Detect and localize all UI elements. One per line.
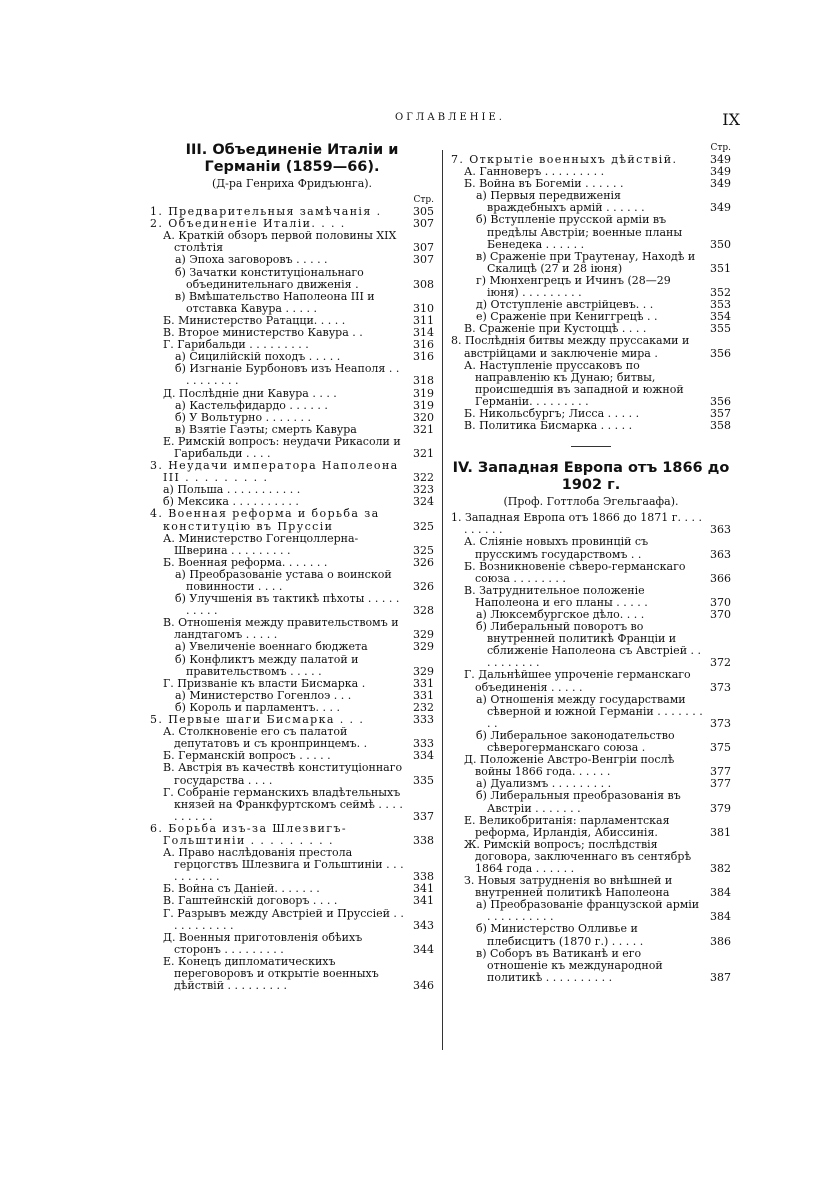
- toc-entry-page: 308: [413, 277, 434, 291]
- toc-entry-page: 337: [413, 809, 434, 823]
- toc-entry-title: Г. Дальнѣйшее упроченiе германскаго объединенiя . . . . .: [464, 668, 691, 694]
- toc-entry-page: 370: [710, 595, 731, 609]
- column-divider: [442, 150, 443, 1050]
- toc-entry-title: В. Австрiя въ качествѣ конституцiоннаго государства . . . .: [163, 761, 403, 787]
- toc-entry-title: Ж. Римскiй вопросъ; послѣдствiя договора, заключеннаго въ сентябрѣ 1864 года . . . . . .: [464, 837, 692, 875]
- toc-entry: [150, 617, 434, 641]
- toc-entry-page: 344: [413, 942, 434, 956]
- toc-entry-page: 328: [413, 604, 434, 618]
- toc-entry-page: 314: [413, 326, 434, 340]
- running-title: ОГЛАВЛЕНIЕ.: [395, 112, 505, 123]
- toc-entry-title: В. Сраженiе при Кустоццѣ . . . .: [464, 322, 647, 336]
- toc-entry-title: Б. Возникновенiе сѣверо-германскаго союза . . . . . . . .: [464, 559, 686, 585]
- toc-entry: [150, 363, 434, 387]
- toc-entry-page: 370: [710, 608, 731, 621]
- page-number: IX: [722, 110, 740, 129]
- toc-entry-page: 358: [710, 419, 731, 433]
- toc-entry-title: Г. Собранiе германскихъ владѣтельныхъ князей на Франкфуртскомъ сеймѣ . . . . . . . . . .: [163, 785, 403, 823]
- toc-entry-title: а) Кастельфидардо . . . . . .: [175, 398, 328, 412]
- toc-entry-title: Д. Военныя приготовленiя обѣихъ сторонъ . . . . . . . . .: [163, 930, 363, 956]
- toc-entry-page: 333: [413, 737, 434, 751]
- toc-entry: [150, 436, 434, 460]
- toc-entry: [150, 254, 434, 266]
- toc-entry-title: А. Слiянiе новыхъ провинцiй съ прусскимъ государствомъ . .: [464, 535, 649, 561]
- toc-entry-title: г) Мюнхенгрецъ и Ичинъ (28—29 iюня) . . . . . . . . .: [476, 273, 671, 300]
- toc-entry-title: б) Конфликтъ между палатой и правительствомъ . . . . .: [175, 652, 359, 678]
- toc-entry-title: б) У Вольтурно . . . . . . .: [175, 410, 312, 424]
- toc-entry-title: Б. Германскiй вопросъ . . . . .: [163, 749, 331, 763]
- toc-entry-list: [451, 154, 731, 432]
- toc-entry-page: 343: [413, 918, 434, 932]
- toc-entry-page: 338: [413, 870, 434, 884]
- toc-entry: [451, 694, 731, 730]
- toc-entry-title: 2. Объединенiе Италiи. . . .: [150, 217, 346, 231]
- toc-entry-page: 353: [710, 298, 731, 312]
- toc-right-column: [451, 142, 731, 984]
- toc-entry-page: 354: [710, 310, 731, 324]
- toc-entry-page: 326: [413, 555, 434, 569]
- toc-entry-title: З. Новыя затрудненiя во внѣшней и внутренней политикѣ Наполеона: [464, 874, 673, 900]
- toc-entry-page: 363: [710, 547, 731, 561]
- toc-entry-page: 349: [710, 177, 731, 191]
- toc-entry: [150, 508, 434, 532]
- toc-entry: [150, 533, 434, 557]
- toc-entry-page: 307: [413, 241, 434, 255]
- toc-entry-page: 319: [413, 398, 434, 412]
- toc-entry: [150, 847, 434, 883]
- toc-entry-page: 305: [413, 205, 434, 219]
- toc-entry-title: Е. Конецъ дипломатическихъ переговоровъ и открытiе военныхъ дѣйствiй . . . . . . . . .: [163, 954, 379, 993]
- toc-entry-page: 338: [413, 833, 434, 847]
- toc-entry-title: 5. Первые шаги Бисмарка . . .: [150, 713, 365, 727]
- toc-entry-page: 318: [413, 374, 434, 388]
- toc-entry-page: 373: [710, 680, 731, 694]
- toc-entry-page: 310: [413, 301, 434, 315]
- toc-entry-page: 341: [413, 882, 434, 896]
- toc-entry: [451, 214, 731, 250]
- toc-entry-page: 355: [710, 322, 731, 336]
- toc-entry-page: 341: [413, 894, 434, 908]
- toc-entry-page: 334: [413, 749, 434, 763]
- toc-entry-title: б) Либеральный поворотъ во внутренней политикѣ Францiи и сближенiе Наполеона съ Австрiей . . . . . . . . . .: [476, 620, 702, 670]
- toc-entry-page: 325: [413, 543, 434, 557]
- toc-entry: [150, 291, 434, 315]
- toc-entry: [150, 762, 434, 786]
- toc-entry-page: 329: [413, 664, 434, 678]
- toc-entry: [150, 230, 434, 254]
- toc-entry-title: В. Отношенiя между правительствомъ и ландтагомъ . . . . .: [163, 616, 399, 642]
- toc-entry: [451, 899, 731, 923]
- toc-entry-title: а) Преобразованiе французской армiи . . . . . . . . . .: [476, 898, 700, 924]
- toc-entry-page: 324: [413, 495, 434, 509]
- toc-entry-page: 346: [413, 979, 434, 993]
- toc-entry-title: Г. Призванiе къ власти Бисмарка .: [163, 676, 366, 690]
- toc-entry-title: В. Затруднительное положенiе Наполеона и его планы . . . . .: [464, 583, 648, 609]
- toc-entry-page: 363: [710, 523, 731, 537]
- toc-entry-page: 321: [413, 422, 434, 436]
- toc-entry-page: 382: [710, 861, 731, 875]
- toc-entry: [451, 512, 731, 536]
- toc-entry-title: а) Люксембургское дѣло. . . .: [476, 608, 645, 621]
- toc-entry-page: 311: [413, 313, 434, 327]
- toc-entry-title: б) Зачатки конституцiональнаго объединительнаго движенiя .: [175, 265, 364, 291]
- toc-entry: [451, 669, 731, 693]
- toc-entry: [451, 561, 731, 585]
- toc-entry: [451, 948, 731, 984]
- toc-entry-title: Д. Положенiе Австро-Венгрiи послѣ войны 1866 года. . . . . .: [464, 753, 675, 779]
- toc-entry: [451, 585, 731, 609]
- toc-entry-title: б) Мексика . . . . . . . . . .: [163, 495, 299, 509]
- toc-entry: [150, 932, 434, 956]
- toc-entry-page: 356: [710, 346, 731, 360]
- toc-entry-title: 4. Военная реформа и борьба за конституцiю въ Пруссiи: [150, 507, 380, 533]
- toc-entry: [451, 360, 731, 408]
- toc-entry-title: Е. Римскiй вопросъ: неудачи Рикасоли и Гарибальди . . . .: [163, 434, 401, 460]
- toc-entry: [451, 251, 731, 275]
- toc-entry-page: 373: [710, 716, 731, 730]
- toc-entry: [150, 787, 434, 823]
- toc-entry-title: Б. Война въ Богемiи . . . . . .: [464, 177, 624, 191]
- toc-entry-page: 384: [710, 910, 731, 924]
- toc-entry-title: в) Соборъ въ Ватиканѣ и его отношенiе къ международной политикѣ . . . . . . . . . .: [476, 946, 663, 984]
- toc-entry-page: 333: [413, 713, 434, 727]
- toc-entry-page: 381: [710, 825, 731, 839]
- toc-entry: [150, 908, 434, 932]
- toc-entry: [150, 956, 434, 992]
- toc-entry: [451, 420, 731, 432]
- toc-entry-title: Г. Гарибальди . . . . . . . . .: [163, 338, 309, 352]
- toc-entry-title: 7. Открытiе военныхъ дѣйствiй.: [451, 153, 678, 166]
- toc-entry-page: 321: [413, 446, 434, 460]
- toc-entry: [150, 823, 434, 847]
- toc-entry-page: 325: [413, 519, 434, 533]
- toc-entry-title: А. Право наслѣдованiя престола герцогствъ Шлезвига и Гольштинiи . . . . . . . . . .: [163, 846, 404, 884]
- toc-entry-title: а) Министерство Гогенлоэ . . .: [175, 688, 352, 702]
- toc-entry-page: 331: [413, 688, 434, 702]
- toc-entry-page: 386: [710, 934, 731, 948]
- toc-entry-page: 387: [710, 970, 731, 984]
- toc-entry: [150, 654, 434, 678]
- toc-entry-title: Е. Великобританiя: парламентская реформа, Ирландiя, Абиссинiя.: [464, 813, 670, 839]
- toc-entry-title: 1. Предварительныя замѣчанiя .: [150, 205, 382, 219]
- toc-entry-page: 372: [710, 656, 731, 670]
- toc-entry-title: е) Сраженiе при Кениггрецѣ . .: [476, 310, 658, 324]
- toc-entry: [150, 388, 434, 400]
- toc-entry-title: А. Министерство Гогенцоллерна-Шверина . . . . . . . . .: [163, 531, 359, 557]
- toc-entry-page: 351: [710, 261, 731, 275]
- toc-entry: [451, 730, 731, 754]
- toc-entry-title: а) Эпоха заговоровъ . . . . .: [175, 253, 328, 267]
- part-3-title: III. Объединенiе Италiи и Германiи (1859—66).: [185, 142, 399, 175]
- toc-entry-title: в) Вмѣшательство Наполеона III и отставка Кавура . . . . .: [175, 289, 375, 315]
- toc-entry: [451, 923, 731, 947]
- toc-entry-page: 350: [710, 237, 731, 251]
- toc-entry-page: 352: [710, 286, 731, 300]
- toc-entry-page: 326: [413, 580, 434, 593]
- toc-entry: [451, 839, 731, 875]
- toc-entry-title: б) Вступленiе прусской армiи въ предѣлы Австрiи; военные планы Бенедека . . . . . .: [476, 213, 683, 251]
- toc-entry-page: 379: [710, 801, 731, 815]
- toc-entry-title: в) Взятiе Гаэты; смерть Кавура: [175, 422, 357, 436]
- toc-entry-title: б) Король и парламентъ. . . .: [175, 700, 340, 714]
- toc-entry-page: 357: [710, 406, 731, 420]
- toc-entry: [150, 895, 434, 907]
- toc-entry-title: а) Первыя передвиженiя враждебныхъ армiй . . . . . .: [476, 189, 645, 215]
- toc-entry-title: в) Сраженiе при Траутенау, Находѣ и Скалицѣ (27 и 28 iюня): [476, 249, 696, 275]
- toc-entry-title: А. Столкновенiе его съ палатой депутатовъ и съ кронпринцемъ. .: [163, 725, 368, 751]
- toc-entry-page: 356: [710, 394, 731, 408]
- toc-entry: [451, 335, 731, 359]
- toc-entry: [150, 400, 434, 412]
- toc-entry: [150, 412, 434, 424]
- toc-left-column: [150, 142, 434, 992]
- toc-entry-page: 377: [710, 777, 731, 791]
- toc-entry-page: 232: [413, 700, 434, 714]
- toc-entry: [451, 790, 731, 814]
- toc-entry-title: 8. Послѣднiя битвы между пруссаками и австрiйцами и заключенiе мира .: [451, 334, 690, 360]
- toc-entry-title: Б. Никольсбургъ; Лисса . . . . .: [464, 406, 640, 420]
- toc-entry: [451, 875, 731, 899]
- toc-entry-page: 307: [413, 217, 434, 231]
- toc-entry-page: 377: [710, 765, 731, 779]
- toc-entry-title: д) Отступленiе австрiйцевъ. . .: [476, 298, 654, 312]
- toc-entry-title: Б. Военная реформа. . . . . . .: [163, 555, 328, 569]
- toc-entry: [451, 815, 731, 839]
- toc-entry-list: [451, 512, 731, 984]
- toc-entry: [451, 621, 731, 669]
- toc-entry-title: 3. Неудачи императора Наполеона III . . . . . . . . .: [150, 459, 399, 485]
- toc-entry-title: б) Министерство Олливье и плебисцитъ (1870 г.) . . . . .: [476, 922, 644, 948]
- toc-entry-title: б) Улучшенiя въ тактикѣ пѣхоты . . . . . . . . . .: [175, 592, 400, 618]
- part-3-author: (Д-ра Генриха Фридъюнга).: [211, 177, 373, 190]
- toc-entry-page: 349: [710, 165, 731, 179]
- toc-entry-title: А. Наступленiе пруссаковъ по направленiю къ Дунаю; битвы, происшедшiя въ западной и южной Германiи. . . . . . . . .: [464, 358, 684, 408]
- toc-entry-title: а) Отношенiя между государствами сѣверной и южной Германiи . . . . . . . . .: [476, 692, 703, 730]
- toc-entry: [150, 726, 434, 750]
- toc-entry-title: а) Увеличенiе военнаго бюджета: [175, 640, 368, 654]
- toc-entry-page: 322: [413, 471, 434, 485]
- toc-entry-title: А. Краткiй обзоръ первой половины XIX столѣтiя: [163, 229, 397, 255]
- section-separator: [571, 446, 611, 447]
- toc-entry-title: 6. Борьба изъ-за Шлезвигъ-Гольштинiи . . . . . . . . .: [150, 821, 347, 847]
- toc-entry-title: Б. Война съ Данiей. . . . . . .: [163, 882, 320, 896]
- toc-entry-page: 320: [413, 410, 434, 424]
- toc-entry-title: а) Преобразованiе устава о воинской повинности . . . .: [175, 567, 392, 593]
- toc-entry-page: 384: [710, 886, 731, 900]
- toc-entry-page: 331: [413, 676, 434, 690]
- toc-entry: [150, 641, 434, 653]
- toc-entry-page: 335: [413, 773, 434, 787]
- toc-entry-title: б) Либеральныя преобразованiя въ Австрiи . . . . . . .: [476, 789, 681, 815]
- toc-entry-page: 319: [413, 386, 434, 400]
- toc-entry-title: Д. Послѣднiе дни Кавура . . . .: [163, 386, 337, 400]
- page-column-header: Стр.: [710, 143, 731, 153]
- toc-entry-page: 366: [710, 571, 731, 585]
- toc-entry: [150, 569, 434, 593]
- toc-entry-title: а) Сицилiйскiй походъ . . . . .: [175, 350, 341, 364]
- toc-entry-title: Г. Разрывъ между Австрiей и Пруссiей . . . . . . . . . . .: [163, 906, 404, 932]
- toc-entry-page: 329: [413, 640, 434, 654]
- toc-entry-page: 375: [710, 741, 731, 755]
- part-4-author: (Проф. Готтлоба Эгельгаафа).: [503, 495, 679, 509]
- toc-entry: [451, 754, 731, 778]
- toc-entry-page: 349: [710, 153, 731, 166]
- toc-entry-page: 316: [413, 338, 434, 352]
- toc-entry-title: а) Дуализмъ . . . . . . . . .: [476, 777, 612, 791]
- toc-entry: [451, 275, 731, 299]
- toc-entry: [150, 593, 434, 617]
- toc-entry-title: 1. Западная Европа отъ 1866 до 1871 г. . . . . . . . . .: [451, 511, 702, 537]
- toc-entry: [150, 267, 434, 291]
- page-column-header: Стр.: [413, 195, 434, 206]
- toc-entry-list: [150, 206, 434, 992]
- toc-entry-page: 329: [413, 628, 434, 642]
- toc-entry-title: А. Ганноверъ . . . . . . . . .: [464, 165, 605, 179]
- part-4-title: IV. Западная Европа отъ 1866 до 1902 г.: [452, 460, 730, 494]
- toc-entry-page: 307: [413, 253, 434, 267]
- toc-entry-page: 323: [413, 483, 434, 497]
- toc-entry-title: б) Либеральное законодательство сѣверогерманскаго союза .: [476, 728, 675, 755]
- toc-entry-title: Б. Министерство Ратацци. . . . .: [163, 313, 346, 327]
- toc-entry: [451, 536, 731, 560]
- toc-entry-title: б) Изгнанiе Бурбоновъ изъ Неаполя . . . . . . . . . .: [175, 362, 400, 388]
- toc-entry-page: 349: [710, 201, 731, 215]
- toc-entry-title: а) Польша . . . . . . . . . . .: [163, 483, 301, 497]
- toc-entry-title: В. Гаштейнскiй договоръ . . . .: [163, 894, 338, 908]
- toc-entry: [451, 190, 731, 214]
- toc-entry-page: 316: [413, 350, 434, 364]
- toc-entry-title: В. Политика Бисмарка . . . . .: [464, 419, 633, 433]
- toc-entry-title: В. Второе министерство Кавура . .: [163, 326, 363, 340]
- running-head: [160, 110, 740, 130]
- toc-entry: [150, 460, 434, 484]
